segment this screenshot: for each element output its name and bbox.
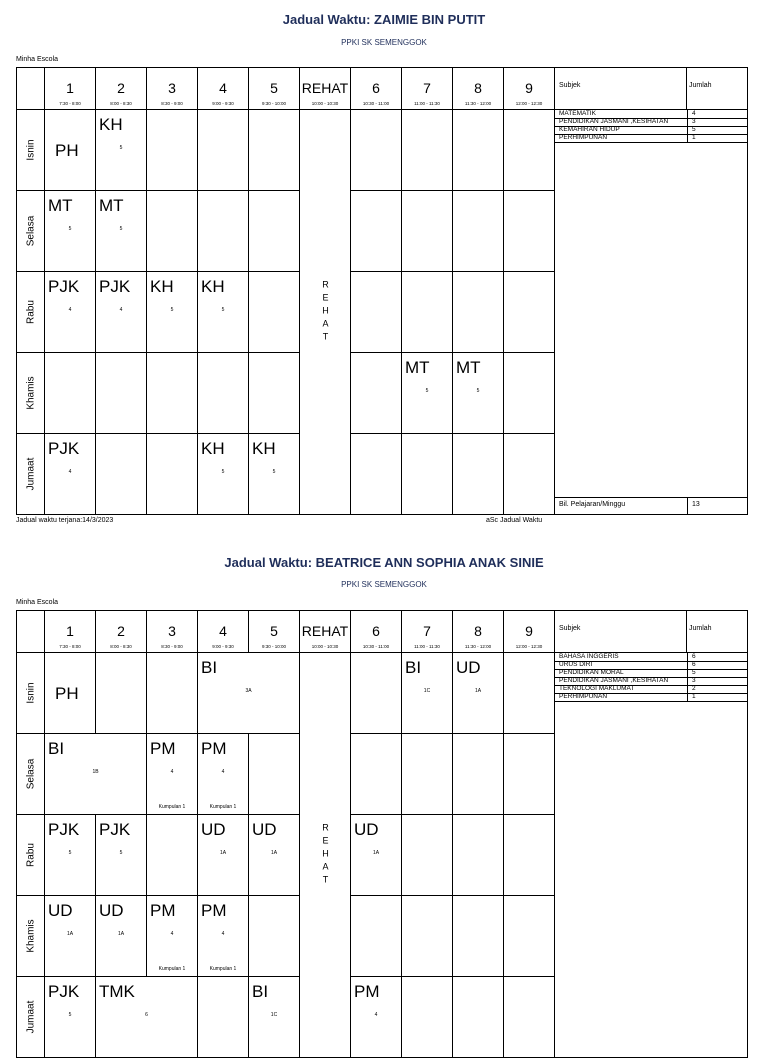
empty-slot bbox=[350, 271, 402, 353]
period-number: 4 bbox=[219, 623, 227, 639]
period-header-rehat bbox=[299, 610, 351, 653]
lesson-class: 6 bbox=[145, 1012, 148, 1018]
period-number: 5 bbox=[270, 623, 278, 639]
lesson-cell[interactable] bbox=[95, 190, 147, 272]
lesson-class: 4 bbox=[374, 1012, 378, 1018]
subject-count: 3 bbox=[692, 118, 696, 125]
subject-count: 1 bbox=[692, 693, 696, 700]
day-name: Jumaat bbox=[25, 457, 36, 491]
lesson-cell[interactable] bbox=[44, 271, 96, 353]
lesson-class: 5 bbox=[221, 469, 225, 475]
column-divider bbox=[687, 693, 688, 702]
lesson-cell[interactable] bbox=[146, 271, 198, 353]
lesson-subject: MT bbox=[48, 196, 73, 215]
school-name: Minha Escola bbox=[16, 599, 59, 606]
empty-slot bbox=[248, 190, 300, 272]
empty-slot bbox=[452, 976, 504, 1058]
subject-name: PERHIMPUNAN bbox=[559, 693, 608, 700]
lesson-class: 5 bbox=[119, 145, 123, 151]
period-header-1 bbox=[44, 610, 96, 653]
lesson-cell[interactable] bbox=[401, 652, 453, 734]
lesson-cell[interactable] bbox=[44, 733, 147, 815]
lesson-class: 5 bbox=[221, 307, 225, 313]
lesson-subject: BI bbox=[48, 739, 65, 758]
lesson-class: 5 bbox=[68, 1012, 72, 1018]
period-header-6 bbox=[350, 67, 402, 110]
lesson-cell[interactable] bbox=[44, 814, 96, 896]
lesson-cell[interactable] bbox=[197, 895, 249, 977]
subject-column-label: Subjek bbox=[559, 625, 581, 632]
empty-slot bbox=[401, 109, 453, 191]
subject-name: PENDIDIKAN JASMANI ,KESIHATAN bbox=[559, 677, 669, 684]
subject-name: BAHASA INGGERIS bbox=[559, 653, 619, 660]
period-time: 10:00 - 10:30 bbox=[311, 101, 339, 106]
period-header-5 bbox=[248, 610, 300, 653]
period-header-4 bbox=[197, 610, 249, 653]
lesson-cell[interactable] bbox=[95, 895, 147, 977]
empty-slot bbox=[503, 895, 555, 977]
lesson-class: 1A bbox=[117, 931, 125, 937]
subject-row bbox=[555, 134, 747, 143]
day-label-selasa bbox=[16, 733, 45, 815]
lesson-subject: UD bbox=[354, 820, 379, 839]
day-name: Khamis bbox=[25, 919, 36, 953]
empty-slot bbox=[503, 652, 555, 734]
period-number: 3 bbox=[168, 623, 176, 639]
lesson-cell[interactable] bbox=[44, 652, 96, 734]
lesson-class: 1A bbox=[219, 850, 227, 856]
period-time: 8:30 - 9:00 bbox=[161, 101, 183, 106]
period-number: REHAT bbox=[301, 80, 349, 96]
subject-name: PENDIDIKAN MORAL bbox=[559, 669, 624, 676]
empty-slot bbox=[146, 652, 198, 734]
lesson-group: Kumpulan 1 bbox=[158, 966, 186, 972]
lesson-group: Kumpulan 1 bbox=[209, 966, 237, 972]
empty-slot bbox=[503, 109, 555, 191]
lesson-class: 4 bbox=[119, 307, 123, 313]
period-header-2 bbox=[95, 67, 147, 110]
period-number: 6 bbox=[372, 623, 380, 639]
lesson-subject: KH bbox=[99, 115, 123, 134]
lesson-subject: TMK bbox=[99, 982, 135, 1001]
lesson-cell[interactable] bbox=[452, 352, 504, 434]
lesson-cell[interactable] bbox=[401, 352, 453, 434]
empty-slot bbox=[350, 190, 402, 272]
empty-slot bbox=[401, 976, 453, 1058]
lesson-cell[interactable] bbox=[197, 271, 249, 353]
empty-slot bbox=[95, 652, 147, 734]
subject-summary-list bbox=[554, 109, 748, 498]
lesson-class: 5 bbox=[119, 850, 123, 856]
lesson-class: 1B bbox=[92, 769, 99, 775]
lesson-subject: MT bbox=[99, 196, 124, 215]
corner-cell bbox=[16, 610, 45, 653]
lesson-cell[interactable] bbox=[44, 895, 96, 977]
period-number: 1 bbox=[66, 80, 74, 96]
subject-row bbox=[555, 693, 747, 702]
column-divider bbox=[687, 498, 688, 514]
lesson-cell[interactable] bbox=[95, 976, 198, 1058]
empty-slot bbox=[350, 652, 402, 734]
lesson-class: 1A bbox=[66, 931, 74, 937]
period-header-7 bbox=[401, 67, 453, 110]
day-name: Selasa bbox=[25, 215, 36, 247]
subject-name: TEKNOLOGI MAKLUMAT bbox=[559, 685, 635, 692]
subject-summary-list bbox=[554, 652, 748, 1058]
lesson-subject: PM bbox=[201, 739, 227, 758]
empty-slot bbox=[350, 109, 402, 191]
lesson-subject: UD bbox=[99, 901, 124, 920]
day-name: Isnin bbox=[25, 139, 36, 161]
lesson-class: 1C bbox=[270, 1012, 278, 1018]
lesson-class: 5 bbox=[68, 226, 72, 232]
period-number: 3 bbox=[168, 80, 176, 96]
lesson-subject: UD bbox=[201, 820, 226, 839]
empty-slot bbox=[452, 271, 504, 353]
subject-count: 5 bbox=[692, 126, 696, 133]
subject-count: 6 bbox=[692, 653, 696, 660]
empty-slot bbox=[248, 733, 300, 815]
lesson-subject: PJK bbox=[99, 820, 131, 839]
period-time: 8:00 - 8:30 bbox=[110, 644, 132, 649]
lesson-cell[interactable] bbox=[44, 433, 96, 515]
lesson-subject: UD bbox=[252, 820, 277, 839]
column-divider bbox=[686, 611, 687, 652]
lesson-subject: PH bbox=[55, 141, 79, 160]
lesson-cell[interactable] bbox=[248, 814, 300, 896]
empty-slot bbox=[401, 814, 453, 896]
lesson-cell[interactable] bbox=[197, 814, 249, 896]
empty-slot bbox=[401, 190, 453, 272]
period-header-4 bbox=[197, 67, 249, 110]
lesson-subject: PM bbox=[354, 982, 380, 1001]
total-label: Bil. Pelajaran/Minggu bbox=[559, 501, 626, 508]
empty-slot bbox=[350, 352, 402, 434]
column-divider bbox=[686, 68, 687, 109]
period-time: 11:30 - 12:00 bbox=[464, 101, 492, 106]
period-time: 11:00 - 11:30 bbox=[414, 101, 440, 106]
lesson-class: 5 bbox=[425, 388, 429, 394]
period-header-1 bbox=[44, 67, 96, 110]
subject-column-label: Subjek bbox=[559, 82, 581, 89]
lesson-subject: PM bbox=[150, 739, 176, 758]
period-header-8 bbox=[452, 610, 504, 653]
lesson-class: 4 bbox=[170, 769, 174, 775]
lesson-cell[interactable] bbox=[197, 652, 300, 734]
period-time: 7:30 - 8:00 bbox=[59, 101, 81, 106]
lesson-class: 1A bbox=[270, 850, 278, 856]
period-number: 6 bbox=[372, 80, 380, 96]
subject-name: PERHIMPUNAN bbox=[559, 134, 608, 141]
lesson-class: 1A bbox=[474, 688, 482, 694]
lesson-subject: KH bbox=[150, 277, 174, 296]
lesson-subject: KH bbox=[252, 439, 276, 458]
day-name: Selasa bbox=[25, 758, 36, 790]
period-number: 9 bbox=[525, 623, 533, 639]
empty-slot bbox=[146, 352, 198, 434]
day-label-isnin bbox=[16, 109, 45, 191]
day-label-rabu bbox=[16, 814, 45, 896]
empty-slot bbox=[248, 109, 300, 191]
period-time: 10:00 - 10:30 bbox=[311, 644, 339, 649]
period-time: 11:00 - 11:30 bbox=[414, 644, 440, 649]
day-name: Rabu bbox=[25, 300, 36, 324]
lesson-class: 3A bbox=[245, 688, 252, 694]
empty-slot bbox=[350, 733, 402, 815]
empty-slot bbox=[95, 433, 147, 515]
empty-slot bbox=[452, 895, 504, 977]
empty-slot bbox=[197, 352, 249, 434]
period-number: 2 bbox=[117, 80, 125, 96]
lesson-class: 5 bbox=[272, 469, 276, 475]
empty-slot bbox=[146, 190, 198, 272]
lesson-subject: MT bbox=[456, 358, 481, 377]
subject-count: 3 bbox=[692, 677, 696, 684]
count-column-label: Jumlah bbox=[689, 625, 712, 632]
lesson-cell[interactable] bbox=[95, 271, 147, 353]
lesson-cell[interactable] bbox=[95, 109, 147, 191]
day-name: Rabu bbox=[25, 843, 36, 867]
day-name: Isnin bbox=[25, 682, 36, 704]
lesson-class: 5 bbox=[170, 307, 174, 313]
subject-list-header bbox=[554, 610, 748, 653]
lesson-subject: PJK bbox=[99, 277, 131, 296]
lessons-per-week-total bbox=[554, 497, 748, 515]
empty-slot bbox=[95, 352, 147, 434]
lesson-cell[interactable] bbox=[197, 433, 249, 515]
lesson-subject: UD bbox=[456, 658, 481, 677]
total-value: 13 bbox=[692, 501, 700, 508]
lesson-subject: KH bbox=[201, 439, 225, 458]
lesson-subject: BI bbox=[201, 658, 218, 677]
period-number: 9 bbox=[525, 80, 533, 96]
period-header-5 bbox=[248, 67, 300, 110]
lesson-subject: UD bbox=[48, 901, 73, 920]
period-header-9 bbox=[503, 610, 555, 653]
empty-slot bbox=[350, 433, 402, 515]
subject-name: MATEMATIK bbox=[559, 110, 596, 117]
lesson-class: 4 bbox=[170, 931, 174, 937]
period-header-3 bbox=[146, 67, 198, 110]
lesson-class: 1C bbox=[423, 688, 431, 694]
lesson-cell[interactable] bbox=[248, 433, 300, 515]
lesson-cell[interactable] bbox=[146, 895, 198, 977]
lesson-cell[interactable] bbox=[44, 109, 96, 191]
school-subtitle: PPKI SK SEMENGGOK bbox=[341, 580, 427, 589]
day-label-selasa bbox=[16, 190, 45, 272]
timetable-title: Jadual Waktu: BEATRICE ANN SOPHIA ANAK SINIE bbox=[224, 555, 544, 570]
lesson-class: 4 bbox=[221, 769, 225, 775]
subject-name: PENDIDIKAN JASMANI ,KESIHATAN bbox=[559, 118, 669, 125]
period-header-7 bbox=[401, 610, 453, 653]
lesson-cell[interactable] bbox=[350, 976, 402, 1058]
empty-slot bbox=[503, 190, 555, 272]
school-name: Minha Escola bbox=[16, 56, 59, 63]
empty-slot bbox=[452, 109, 504, 191]
lesson-cell[interactable] bbox=[95, 814, 147, 896]
subject-name: URUS DIRI bbox=[559, 661, 593, 668]
period-header-8 bbox=[452, 67, 504, 110]
period-number: 8 bbox=[474, 80, 482, 96]
empty-slot bbox=[350, 895, 402, 977]
lesson-subject: PJK bbox=[48, 439, 80, 458]
period-time: 7:30 - 8:00 bbox=[59, 644, 81, 649]
lesson-cell[interactable] bbox=[350, 814, 402, 896]
lesson-subject: KH bbox=[201, 277, 225, 296]
empty-slot bbox=[401, 271, 453, 353]
empty-slot bbox=[452, 814, 504, 896]
day-name: Khamis bbox=[25, 376, 36, 410]
empty-slot bbox=[146, 433, 198, 515]
timetable-title: Jadual Waktu: ZAIMIE BIN PUTIT bbox=[282, 12, 486, 27]
period-time: 9:00 - 9:30 bbox=[212, 644, 234, 649]
period-header-9 bbox=[503, 67, 555, 110]
empty-slot bbox=[401, 433, 453, 515]
empty-slot bbox=[503, 433, 555, 515]
subject-list-header bbox=[554, 67, 748, 110]
lesson-subject: BI bbox=[405, 658, 422, 677]
lesson-subject: PJK bbox=[48, 277, 80, 296]
lesson-subject: PM bbox=[150, 901, 176, 920]
empty-slot bbox=[401, 733, 453, 815]
rehat-break-column bbox=[299, 109, 351, 515]
lesson-subject: PJK bbox=[48, 982, 80, 1001]
period-number: REHAT bbox=[301, 623, 349, 639]
day-label-jumaat bbox=[16, 976, 45, 1058]
lesson-class: 4 bbox=[68, 307, 72, 313]
period-number: 2 bbox=[117, 623, 125, 639]
period-header-3 bbox=[146, 610, 198, 653]
empty-slot bbox=[401, 895, 453, 977]
period-time: 12:00 - 12:30 bbox=[515, 101, 543, 106]
generated-date: Jadual waktu terjana:14/3/2023 bbox=[16, 517, 114, 524]
period-number: 5 bbox=[270, 80, 278, 96]
empty-slot bbox=[503, 976, 555, 1058]
subject-count: 4 bbox=[692, 110, 696, 117]
empty-slot bbox=[197, 190, 249, 272]
lesson-class: 5 bbox=[476, 388, 480, 394]
period-time: 11:30 - 12:00 bbox=[464, 644, 492, 649]
lesson-subject: PH bbox=[55, 684, 79, 703]
subject-count: 1 bbox=[692, 134, 696, 141]
period-number: 7 bbox=[423, 80, 431, 96]
day-name: Jumaat bbox=[25, 1000, 36, 1034]
empty-slot bbox=[146, 109, 198, 191]
period-time: 10:30 - 11:00 bbox=[362, 101, 390, 106]
lesson-subject: MT bbox=[405, 358, 430, 377]
period-time: 12:00 - 12:30 bbox=[515, 644, 543, 649]
day-label-khamis bbox=[16, 352, 45, 434]
empty-slot bbox=[197, 109, 249, 191]
school-subtitle: PPKI SK SEMENGGOK bbox=[341, 38, 427, 47]
subject-count: 5 bbox=[692, 669, 696, 676]
period-number: 1 bbox=[66, 623, 74, 639]
period-number: 7 bbox=[423, 623, 431, 639]
rehat-break-column bbox=[299, 652, 351, 1058]
period-time: 9:00 - 9:30 bbox=[212, 101, 234, 106]
lesson-class: 1A bbox=[372, 850, 380, 856]
empty-slot bbox=[503, 271, 555, 353]
corner-cell bbox=[16, 67, 45, 110]
period-time: 9:30 - 10:00 bbox=[261, 644, 287, 649]
lesson-cell[interactable] bbox=[44, 976, 96, 1058]
period-number: 4 bbox=[219, 80, 227, 96]
period-time: 9:30 - 10:00 bbox=[261, 101, 287, 106]
day-label-isnin bbox=[16, 652, 45, 734]
software-credit: aSc Jadual Waktu bbox=[486, 517, 543, 524]
period-time: 8:30 - 9:00 bbox=[161, 644, 183, 649]
period-header-2 bbox=[95, 610, 147, 653]
day-label-jumaat bbox=[16, 433, 45, 515]
empty-slot bbox=[503, 352, 555, 434]
subject-count: 6 bbox=[692, 661, 696, 668]
empty-slot bbox=[503, 814, 555, 896]
rehat-label: REHAT bbox=[320, 279, 331, 345]
subject-name: KEMAHIRAN HIDUP bbox=[559, 126, 620, 133]
lesson-subject: PM bbox=[201, 901, 227, 920]
lesson-group: Kumpulan 1 bbox=[158, 804, 186, 810]
lesson-cell[interactable] bbox=[452, 652, 504, 734]
empty-slot bbox=[248, 352, 300, 434]
lesson-class: 5 bbox=[68, 850, 72, 856]
empty-slot bbox=[452, 190, 504, 272]
column-divider bbox=[687, 134, 688, 143]
empty-slot bbox=[503, 733, 555, 815]
period-header-6 bbox=[350, 610, 402, 653]
subject-count: 2 bbox=[692, 685, 696, 692]
empty-slot bbox=[197, 976, 249, 1058]
day-label-khamis bbox=[16, 895, 45, 977]
day-label-rabu bbox=[16, 271, 45, 353]
period-time: 8:00 - 8:30 bbox=[110, 101, 132, 106]
period-time: 10:30 - 11:00 bbox=[362, 644, 390, 649]
empty-slot bbox=[44, 352, 96, 434]
empty-slot bbox=[452, 733, 504, 815]
lesson-cell[interactable] bbox=[146, 733, 198, 815]
period-number: 8 bbox=[474, 623, 482, 639]
lesson-cell[interactable] bbox=[248, 976, 300, 1058]
lesson-cell[interactable] bbox=[197, 733, 249, 815]
period-header-rehat bbox=[299, 67, 351, 110]
empty-slot bbox=[146, 814, 198, 896]
empty-slot bbox=[248, 271, 300, 353]
lesson-cell[interactable] bbox=[44, 190, 96, 272]
lesson-class: 4 bbox=[68, 469, 72, 475]
lesson-class: 5 bbox=[119, 226, 123, 232]
empty-slot bbox=[248, 895, 300, 977]
count-column-label: Jumlah bbox=[689, 82, 712, 89]
lesson-subject: BI bbox=[252, 982, 269, 1001]
lesson-class: 4 bbox=[221, 931, 225, 937]
lesson-subject: PJK bbox=[48, 820, 80, 839]
rehat-label: REHAT bbox=[320, 822, 331, 888]
lesson-group: Kumpulan 1 bbox=[209, 804, 237, 810]
empty-slot bbox=[452, 433, 504, 515]
